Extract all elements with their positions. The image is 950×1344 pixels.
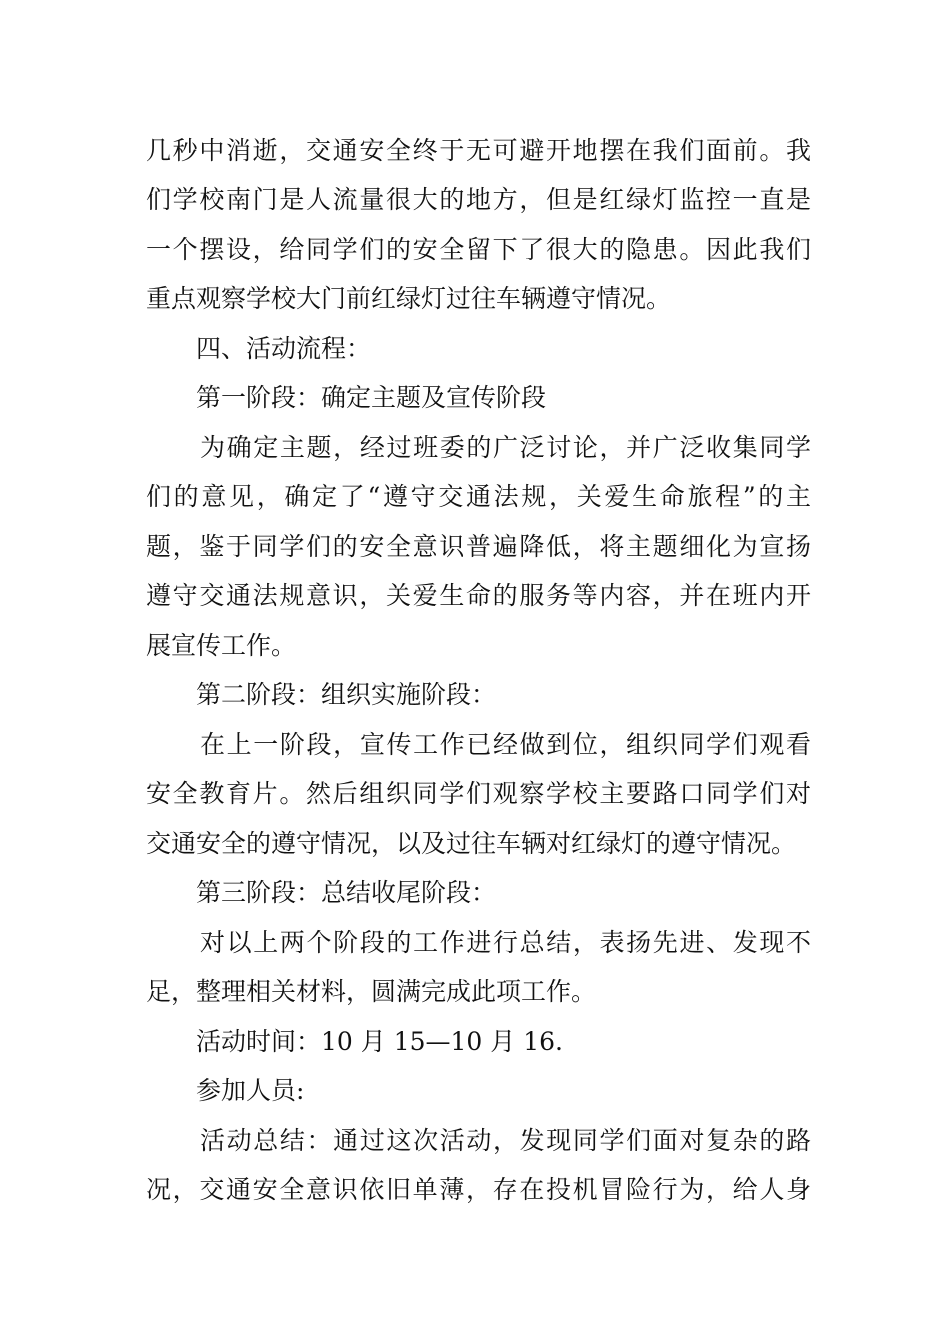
stage-one-heading: 第一阶段：确定主题及宣传阶段 bbox=[196, 383, 547, 412]
paragraph-line-1: 几秒中消逝，交通安全终于无可避开地摆在我们面前。我 bbox=[146, 136, 811, 165]
stage-two-heading: 第二阶段：组织实施阶段： bbox=[196, 680, 497, 709]
participants: 参加人员: bbox=[196, 1076, 305, 1105]
section-heading-activity-process: 四、活动流程： bbox=[196, 334, 372, 363]
paragraph-line-22: 况，交通安全意识依旧单薄，存在投机冒险行为，给人身 bbox=[146, 1175, 811, 1204]
paragraph-line-13: 在上一阶段，宣传工作已经做到位，组织同学们观看 bbox=[200, 730, 811, 759]
paragraph-line-15: 交通安全的遵守情况，以及过往车辆对红绿灯的遵守情况。 bbox=[146, 829, 797, 858]
activity-time: 活动时间：10 月 15—10 月 16. bbox=[196, 1027, 563, 1056]
paragraph-line-8: 们的意见，确定了“遵守交通法规，关爱生命旅程”的主 bbox=[146, 482, 811, 511]
paragraph-line-21: 活动总结：通过这次活动，发现同学们面对复杂的路 bbox=[200, 1126, 811, 1155]
paragraph-line-18: 足，整理相关材料，圆满完成此项工作。 bbox=[146, 977, 597, 1006]
paragraph-line-10: 遵守交通法规意识，关爱生命的服务等内容，并在班内开 bbox=[146, 581, 811, 610]
paragraph-line-17: 对以上两个阶段的工作进行总结，表扬先进、发现不 bbox=[200, 928, 811, 957]
paragraph-line-7: 为确定主题，经过班委的广泛讨论，并广泛收集同学 bbox=[200, 433, 811, 462]
paragraph-line-9: 题，鉴于同学们的安全意识普遍降低，将主题细化为宣扬 bbox=[146, 532, 811, 561]
paragraph-line-3: 一个摆设，给同学们的安全留下了很大的隐患。因此我们 bbox=[146, 235, 811, 264]
paragraph-line-2: 们学校南门是人流量很大的地方，但是红绿灯监控一直是 bbox=[146, 185, 811, 214]
paragraph-line-14: 安全教育片。然后组织同学们观察学校主要路口同学们对 bbox=[146, 779, 811, 808]
paragraph-line-4: 重点观察学校大门前红绿灯过往车辆遵守情况。 bbox=[146, 284, 672, 313]
paragraph-line-11: 展宣传工作。 bbox=[146, 631, 297, 660]
stage-three-heading: 第三阶段：总结收尾阶段： bbox=[196, 878, 497, 907]
